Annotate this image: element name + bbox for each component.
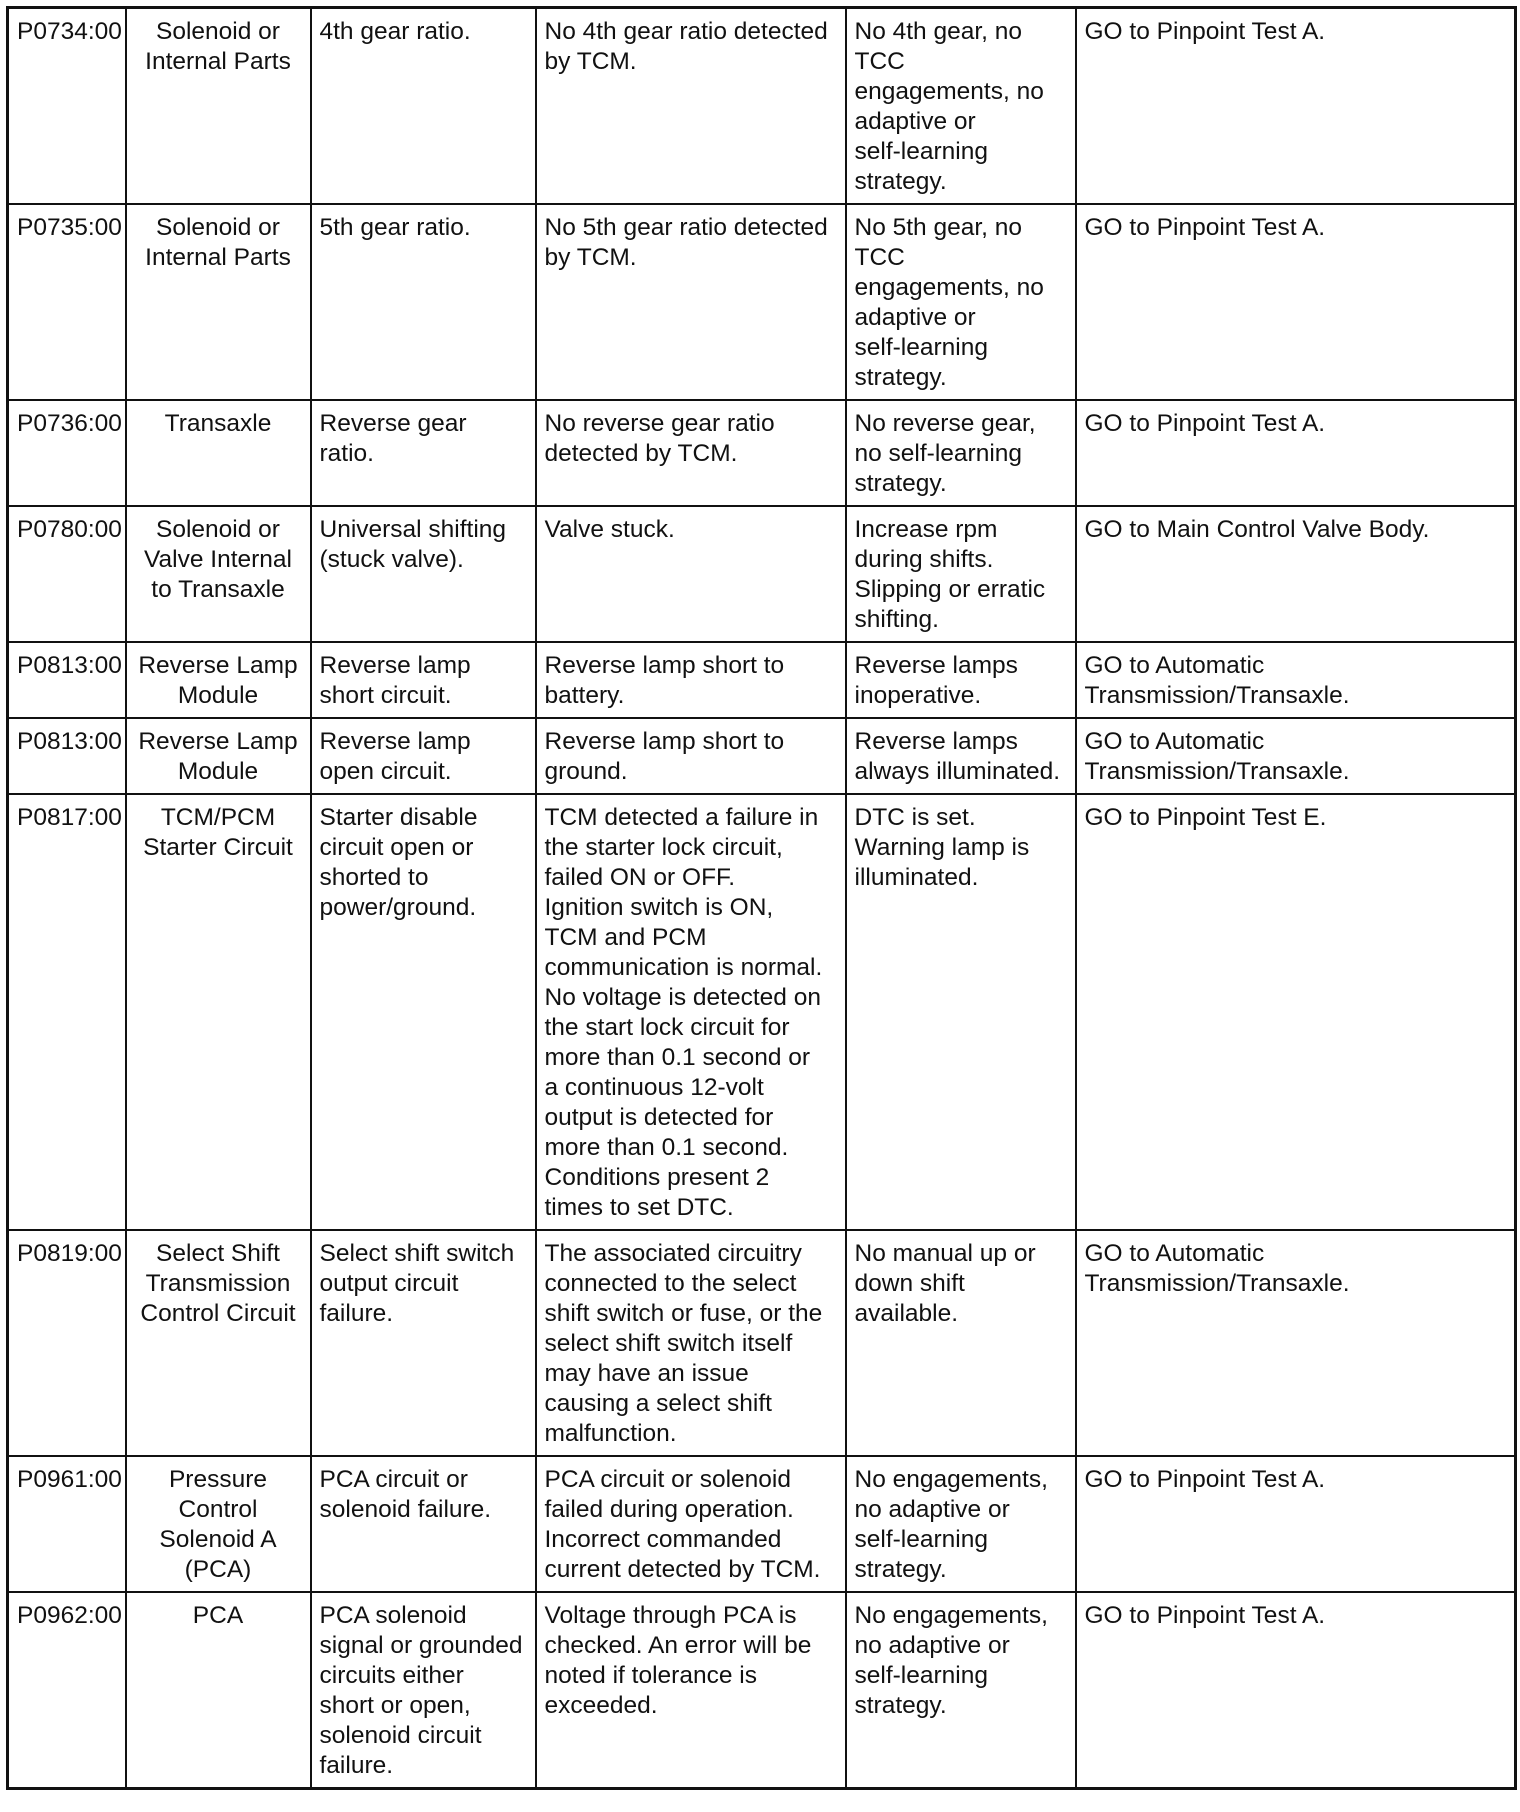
- table-row: [8, 794, 1516, 1230]
- symptom-cell: No engagements, no adaptive or self-learning strategy.: [846, 1592, 1076, 1789]
- component-cell: Select Shift Transmission Control Circuit: [126, 1230, 311, 1456]
- table-row: [8, 400, 1516, 506]
- description-cell: PCA circuit or solenoid failure.: [311, 1456, 536, 1592]
- condition-cell: No reverse gear ratio detected by TCM.: [536, 400, 846, 506]
- condition-cell: Reverse lamp short to ground.: [536, 718, 846, 794]
- symptom-cell: No engagements, no adaptive or self-learning strategy.: [846, 1456, 1076, 1592]
- component-cell: Solenoid or Valve Internal to Transaxle: [126, 506, 311, 642]
- action-cell: GO to Pinpoint Test E.: [1076, 794, 1516, 1230]
- condition-cell: Reverse lamp short to battery.: [536, 642, 846, 718]
- action-cell: GO to Automatic Transmission/Transaxle.: [1076, 642, 1516, 718]
- component-cell: Transaxle: [126, 400, 311, 506]
- dtc-code-cell: P0813:00: [8, 718, 126, 794]
- symptom-cell: No reverse gear, no self-learning strategy.: [846, 400, 1076, 506]
- dtc-code-cell: P0817:00: [8, 794, 126, 1230]
- table-row: [8, 718, 1516, 794]
- description-cell: Starter disable circuit open or shorted to power/ground.: [311, 794, 536, 1230]
- action-cell: GO to Automatic Transmission/Transaxle.: [1076, 1230, 1516, 1456]
- symptom-cell: No 4th gear, no TCC engagements, no adaptive or self-learning strategy.: [846, 8, 1076, 205]
- action-cell: GO to Main Control Valve Body.: [1076, 506, 1516, 642]
- condition-cell: No 5th gear ratio detected by TCM.: [536, 204, 846, 400]
- table-row: [8, 8, 1516, 205]
- table-row: [8, 1230, 1516, 1456]
- description-cell: Universal shifting (stuck valve).: [311, 506, 536, 642]
- description-cell: Reverse lamp short circuit.: [311, 642, 536, 718]
- component-cell: Solenoid or Internal Parts: [126, 8, 311, 205]
- component-cell: Solenoid or Internal Parts: [126, 204, 311, 400]
- description-cell: Reverse gear ratio.: [311, 400, 536, 506]
- component-cell: Reverse Lamp Module: [126, 642, 311, 718]
- component-cell: Reverse Lamp Module: [126, 718, 311, 794]
- table-row: [8, 1592, 1516, 1789]
- dtc-code-cell: P0813:00: [8, 642, 126, 718]
- symptom-cell: Increase rpm during shifts. Slipping or erratic shifting.: [846, 506, 1076, 642]
- symptom-cell: No manual up or down shift available.: [846, 1230, 1076, 1456]
- condition-cell: Voltage through PCA is checked. An error will be noted if tolerance is exceeded.: [536, 1592, 846, 1789]
- description-cell: PCA solenoid signal or grounded circuits either short or open, solenoid circuit failure.: [311, 1592, 536, 1789]
- dtc-code-cell: P0735:00: [8, 204, 126, 400]
- dtc-code-cell: P0780:00: [8, 506, 126, 642]
- condition-cell: Valve stuck.: [536, 506, 846, 642]
- action-cell: GO to Pinpoint Test A.: [1076, 8, 1516, 205]
- action-cell: GO to Pinpoint Test A.: [1076, 1456, 1516, 1592]
- dtc-table-body: [8, 8, 1516, 1789]
- dtc-code-cell: P0734:00: [8, 8, 126, 205]
- condition-cell: TCM detected a failure in the starter lock circuit, failed ON or OFF. Ignition switch is ON, TCM and PCM communication is normal. No voltage is detected on the start lock circuit for more than 0.1 second or a continuous 12-volt output is detected for more than 0.1 second. Conditions present 2 times to set DTC.: [536, 794, 846, 1230]
- dtc-code-cell: P0736:00: [8, 400, 126, 506]
- table-row: [8, 1456, 1516, 1592]
- action-cell: GO to Pinpoint Test A.: [1076, 204, 1516, 400]
- symptom-cell: Reverse lamps always illuminated.: [846, 718, 1076, 794]
- action-cell: GO to Automatic Transmission/Transaxle.: [1076, 718, 1516, 794]
- dtc-code-cell: P0819:00: [8, 1230, 126, 1456]
- symptom-cell: No 5th gear, no TCC engagements, no adaptive or self-learning strategy.: [846, 204, 1076, 400]
- condition-cell: The associated circuitry connected to the select shift switch or fuse, or the select shift switch itself may have an issue causing a select shift malfunction.: [536, 1230, 846, 1456]
- table-row: [8, 204, 1516, 400]
- action-cell: GO to Pinpoint Test A.: [1076, 400, 1516, 506]
- condition-cell: PCA circuit or solenoid failed during operation. Incorrect commanded current detected by TCM.: [536, 1456, 846, 1592]
- description-cell: Select shift switch output circuit failure.: [311, 1230, 536, 1456]
- description-cell: 5th gear ratio.: [311, 204, 536, 400]
- dtc-table: [6, 6, 1517, 1790]
- dtc-code-cell: P0962:00: [8, 1592, 126, 1789]
- component-cell: Pressure Control Solenoid A (PCA): [126, 1456, 311, 1592]
- action-cell: GO to Pinpoint Test A.: [1076, 1592, 1516, 1789]
- condition-cell: No 4th gear ratio detected by TCM.: [536, 8, 846, 205]
- description-cell: 4th gear ratio.: [311, 8, 536, 205]
- component-cell: TCM/PCM Starter Circuit: [126, 794, 311, 1230]
- table-row: [8, 506, 1516, 642]
- table-row: [8, 642, 1516, 718]
- symptom-cell: DTC is set. Warning lamp is illuminated.: [846, 794, 1076, 1230]
- dtc-code-cell: P0961:00: [8, 1456, 126, 1592]
- symptom-cell: Reverse lamps inoperative.: [846, 642, 1076, 718]
- component-cell: PCA: [126, 1592, 311, 1789]
- description-cell: Reverse lamp open circuit.: [311, 718, 536, 794]
